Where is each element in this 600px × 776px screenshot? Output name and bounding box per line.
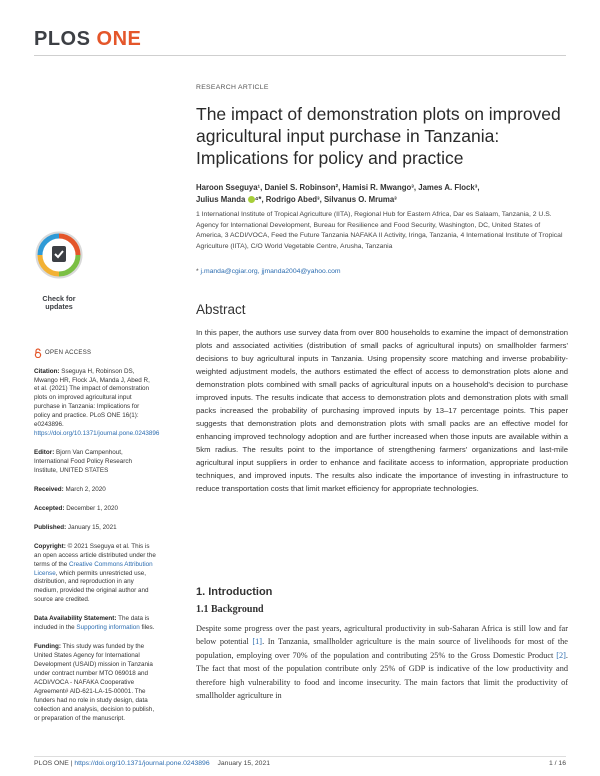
body-text-b: . In Tanzania, smallholder agriculture is the main source of livelihoods for most of the population, employing over 70% of the population and contributing 25% to the Gross Domestic Product (196, 637, 568, 660)
check-updates-line1: Check for (42, 294, 76, 303)
copyright-block (34, 543, 156, 606)
check-for-updates-badge[interactable] (34, 230, 156, 312)
reference-link-2[interactable]: [2] (556, 650, 566, 660)
abstract-text: In this paper, the authors use survey data from over 800 households to examine the impact of demonstration plots and associated activities (distribution of small packs of agricultural inputs) on smallholder farmers' decisions to buy agricultural inputs in Tanzania. Using propensity score matching and inverse probability-weighted adjustment models, the authors estimated the effect of access to demonstration plots alone and demonstration plots combined with small packs of agricultural inputs on a household's decision to purchase improved inputs. The results indicate that access to demonstration plots and demonstration plots with small packs increased the probability of purchasing improved inputs by 13–17 percentage points. This paper suggests that demonstration plots and demonstration plots with small packs are an effective model for enhancing improved technology adoption and are further increased when those inputs are available within a 5km radius. The results point to the importance of strengthening farmers' organizations and last-mile agricultural input suppliers in order to enhance and facilitate access to information, appropriate production techniques, and improved inputs. The results also indicate the importance of investing in infrastructure to reduce transportation costs that limit market efficiency for appropriate technologies. (196, 328, 568, 493)
data-availability-text-b: files. (139, 624, 155, 632)
supporting-information-link[interactable]: Supporting information (76, 624, 140, 632)
received-date: March 2, 2020 (63, 485, 106, 493)
funding-text: This study was funded by the United States Agency for International Development (USAID) mission in Tanzania under contract number MTO 069018 and ACDI/VOCA - NAFAKA Cooperative Agreement# AID-621-LA-15-00001. The funders had no role in study design, data collection and analysis, decision to publish, or preparation of the manuscript. (34, 643, 155, 722)
article-type: RESEARCH ARTICLE (196, 84, 269, 91)
footer-journal: PLOS ONE (34, 760, 69, 767)
funding-block (34, 643, 156, 723)
copyright-text-a: © 2021 Sseguya et al. This is an open access article distributed under the terms of the (34, 542, 156, 568)
body-text-a: Despite some progress over the past years, agricultural productivity in sub-Saharan Africa is still low and far below potential (196, 624, 568, 647)
affiliations: 1 International Institute of Tropical Agriculture (IITA), Regional Hub for Eastern Africa, Dar es Salaam, Tanzania, 2 U.S. Agency for International Development, Bureau for Resilience and Food Security, Washington, DC, United States of America, 3 ACDI/VOCA, Feed the Future Tanzania NAFAKA II Activity, Iringa, Tanzania, 4 International Institute of Tropical Agriculture (IITA), C/O World Vegetable Centre, Arusha, Tanzania (196, 211, 563, 250)
received-label: Received: (34, 485, 64, 493)
citation-text: Sseguya H, Robinson DS, Mwango HR, Flock JA, Manda J, Abed R, et al. (2021) The impact of demonstration plots on improved agricultural input purchase in Tanzania: Implications for policy and practice. PLoS ONE 16(1): e0243896. (34, 367, 150, 429)
editor-label: Editor: (34, 449, 55, 457)
published-label: Published: (34, 523, 67, 531)
funding-label: Funding: (34, 643, 61, 651)
orcid-icon[interactable] (248, 196, 255, 203)
accepted-block (34, 505, 156, 514)
footer-doi-link[interactable]: https://doi.org/10.1371/journal.pone.0243896 (74, 760, 210, 767)
sidebar (34, 230, 160, 724)
body-paragraph (196, 622, 568, 702)
published-date: January 15, 2021 (66, 523, 117, 531)
published-block (34, 524, 156, 533)
accepted-date: December 1, 2020 (64, 504, 119, 512)
article-title: The impact of demonstration plots on improved agricultural input purchase in Tanzania: Implications for policy and practice (196, 104, 561, 168)
corresponding-email (196, 268, 568, 275)
open-access-text: OPEN ACCESS (45, 349, 92, 356)
received-block (34, 486, 156, 495)
corresponding-star: * (196, 268, 201, 275)
plos-one-logo[interactable] (34, 28, 141, 51)
open-access-label (34, 348, 156, 358)
authors-line2 (196, 194, 568, 206)
footer-separator: | (68, 760, 75, 767)
data-availability-label: Data Availability Statement: (34, 615, 117, 623)
subsection-background-heading: 1.1 Background (196, 604, 264, 615)
copyright-text-b: , which permits unrestricted use, distribution, and reproduction in any medium, provided the original author and source are credited. (34, 569, 149, 604)
authors-line2-rest: ⁴*, Rodrigo Abed³, Silvanus O. Mruma³ (254, 195, 397, 204)
page-footer (34, 760, 566, 767)
footer-date: January 15, 2021 (217, 760, 271, 767)
data-availability-text-a: The data is included in the (34, 615, 150, 632)
copyright-label: Copyright: (34, 542, 66, 550)
footer-divider (34, 756, 566, 757)
accepted-label: Accepted: (34, 504, 65, 512)
check-updates-icon (34, 230, 84, 288)
authors-line1: Haroon Sseguya¹, Daniel S. Robinson², Hamisi R. Mwango³, James A. Flock³, (196, 183, 480, 192)
data-availability-block (34, 615, 156, 633)
citation-doi-link[interactable]: https://doi.org/10.1371/journal.pone.0243896 (34, 430, 160, 438)
open-lock-icon (34, 348, 42, 358)
check-updates-line2: updates (45, 302, 73, 312)
cc-license-link[interactable]: Creative Commons Attribution License (34, 560, 153, 577)
editor-block (34, 449, 156, 476)
section-introduction-heading: 1. Introduction (196, 586, 273, 598)
abstract-heading: Abstract (196, 302, 246, 317)
citation-label: Citation: (34, 367, 60, 375)
citation-block (34, 367, 160, 440)
header-divider (34, 55, 566, 56)
page-number: 1 / 16 (548, 760, 566, 767)
reference-link-1[interactable]: [1] (252, 637, 263, 647)
body-text-c: . The fact that most of the population contribute only 25% of GDP is indicative of the low productivity and therefore high vulnerability to food and income insecurity. The main factors that limit the productivity of smallholder agriculture in (196, 650, 568, 701)
logo-plos: PLOS (34, 28, 91, 50)
author-list (196, 182, 568, 206)
author-manda: Julius Manda (196, 195, 246, 204)
email-links[interactable]: j.manda@cgiar.org, jjmanda2004@yahoo.com (200, 268, 341, 275)
footer-left (34, 760, 270, 767)
editor-text: Bjorn Van Campenhout, International Food Policy Research Institute, UNITED STATES (34, 449, 133, 474)
logo-one: ONE (96, 28, 142, 50)
